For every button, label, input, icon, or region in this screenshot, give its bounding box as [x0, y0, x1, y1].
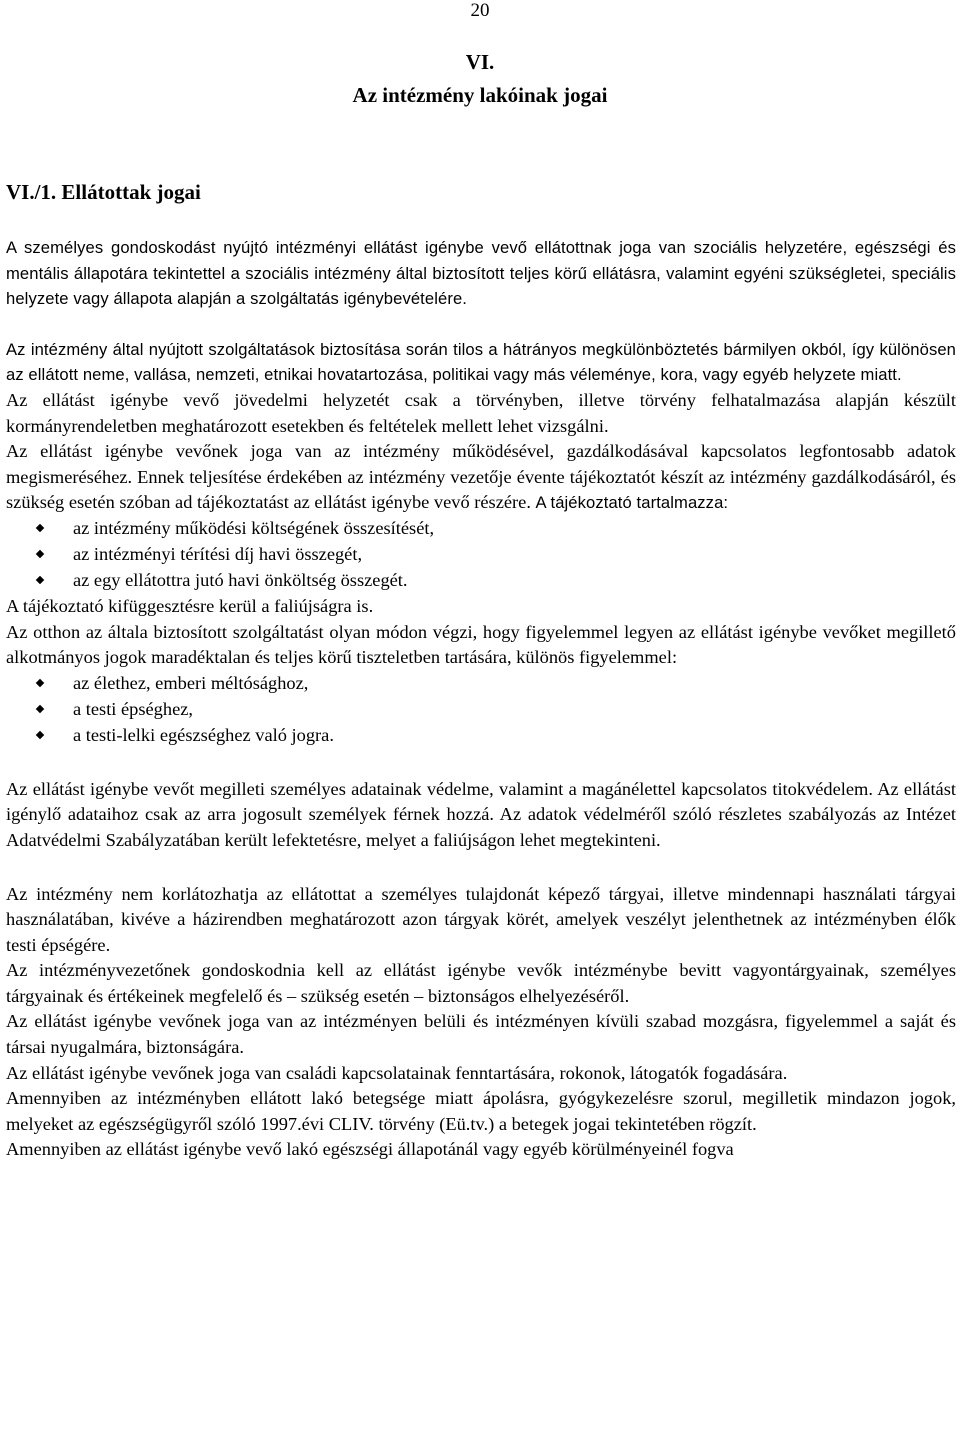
diamond-bullet-icon: [36, 704, 44, 712]
diamond-bullet-icon: [36, 730, 44, 738]
diamond-bullet-icon: [36, 524, 44, 532]
section-heading: VI./1. Ellátottak jogai: [6, 180, 201, 204]
diamond-bullet-icon: [36, 576, 44, 584]
paragraph-notice-board: A tájékoztató kifüggesztésre kerül a faliújságra is.: [6, 595, 374, 616]
chapter-heading: [0, 46, 960, 112]
diamond-bullet-icon: [36, 550, 44, 558]
list-item: [6, 568, 956, 594]
paragraph-client-rights-intro: A személyes gondoskodást nyújtó intézményi ellátást igénybe vevő ellátottnak joga van szociális helyzetére, egészségi és mentális állapotára tekintettel a szociális intézmény által biztosított teljes körű ellátásra, valamint egyéni szükségletei, speciális helyzete vagy állapota alapján a szolgáltatás igénybevételére.: [6, 238, 956, 309]
paragraph-personal-property: Az intézmény nem korlátozhatja az ellátottat a személyes tulajdonát képező tárgyai, illetve mindennapi használati tárgyai használatában, kivéve a házirendben meghatározott azon tárgyak körét, amelyek veszélyt jelenthetnek az intézményben élők testi épségére.: [6, 883, 956, 955]
paragraph-data-protection: Az ellátást igénybe vevőt megilleti személyes adatainak védelme, valamint a magánélettel kapcsolatos titokvédelem. Az ellátást igénylő adataihoz csak az arra jogosult személyek férnek hozzá. Az adatok védelméről szóló részletes szabályozás az Intézet Adatvédelmi Szabályzatában került lefektetésre, melyet a faliújságon lehet megtekinteni.: [6, 778, 956, 850]
constitutional-rights-list: [6, 671, 956, 749]
list-item: [6, 671, 956, 697]
chapter-number: VI.: [465, 50, 495, 74]
list-item: [6, 723, 956, 749]
paragraph-family-contacts: Az ellátást igénybe vevőnek joga van családi kapcsolatainak fenntartására, rokonok, látogatók fogadására.: [6, 1062, 788, 1083]
list-item-text: az élethez, emberi méltósághoz,: [73, 672, 309, 693]
list-item: [6, 697, 956, 723]
paragraph-health-condition: Amennyiben az ellátást igénybe vevő lakó egészségi állapotánál vagy egyéb körülményeinél fogva: [6, 1139, 734, 1160]
paragraph-valuables-storage: Az intézményvezetőnek gondoskodnia kell az ellátást igénybe vevők intézménybe bevitt vagyontárgyainak, személyes tárgyainak és értékeinek megfelelő és – szükség esetén – biztonságos elhelyezéséről.: [6, 960, 956, 1006]
information-contents-lead: A tájékoztató tartalmazza:: [535, 493, 729, 513]
list-item-text: az intézményi térítési díj havi összegét,: [73, 543, 363, 564]
list-item-text: a testi épséghez,: [73, 698, 193, 719]
list-item-text: az intézmény működési költségének összesítését,: [73, 517, 435, 538]
paragraph-income-review: Az ellátást igénybe vevő jövedelmi helyzetét csak a törvényben, illetve törvény felhatalmazása alapján készült kormányrendeletben meghatározott esetekben és feltételek mellett lehet vizsgálni.: [6, 389, 956, 436]
list-item: [6, 516, 956, 542]
paragraph-free-movement: Az ellátást igénybe vevőnek joga van az intézményen belüli és intézményen kívüli szabad mozgásra, figyelemmel a saját és társai nyugalmára, biztonságára.: [6, 1011, 956, 1058]
paragraph-non-discrimination: Az intézmény által nyújtott szolgáltatások biztosítása során tilos a hátrányos megkülönböztetés bármilyen okból, így különösen az ellátott neme, vallása, nemzeti, etnikai hovatartozása, politikai vagy más véleménye, kora, vagy egyéb helyzete miatt.: [6, 339, 956, 385]
paragraph-constitutional-rights: Az otthon az általa biztosított szolgáltatást olyan módon végzi, hogy figyelemmel legyen az ellátást igénybe vevőket megillető alkotmányos jogok maradéktalan és teljes körű tiszteletben tartására, különös figyelemmel:: [6, 621, 956, 668]
diamond-bullet-icon: [36, 678, 44, 686]
list-item: [6, 542, 956, 568]
information-contents-list: [6, 516, 956, 594]
list-item-text: az egy ellátottra jutó havi önköltség összegét.: [73, 569, 408, 590]
information-rights-text: Az ellátást igénybe vevőnek joga van az intézmény működésével, gazdálkodásával kapcsolatos legfontosabb adatok megismeréséhez. Ennek teljesítése érdekében az intézmény vezetője évente tájékoztatót készít az intézmény gazdálkodásáról, és szükség esetén szóban ad tájékoztatást az ellátást igénybe vevő részére.: [6, 441, 956, 513]
document-body: [6, 235, 956, 1163]
paragraph-information-rights: [6, 439, 956, 516]
paragraph-patient-rights: Amennyiben az intézményben ellátott lakó betegsége miatt ápolásra, gyógykezelésre szorul, megilletik mindazon jogok, melyeket az egészségügyről szóló 1997.évi CLIV. törvény (Eü.tv.) a betegek jogai tekintetében rögzít.: [6, 1088, 956, 1134]
chapter-title: Az intézmény lakóinak jogai: [352, 83, 608, 107]
list-item-text: a testi-lelki egészséghez való jogra.: [73, 724, 334, 745]
page-number: 20: [470, 0, 490, 21]
